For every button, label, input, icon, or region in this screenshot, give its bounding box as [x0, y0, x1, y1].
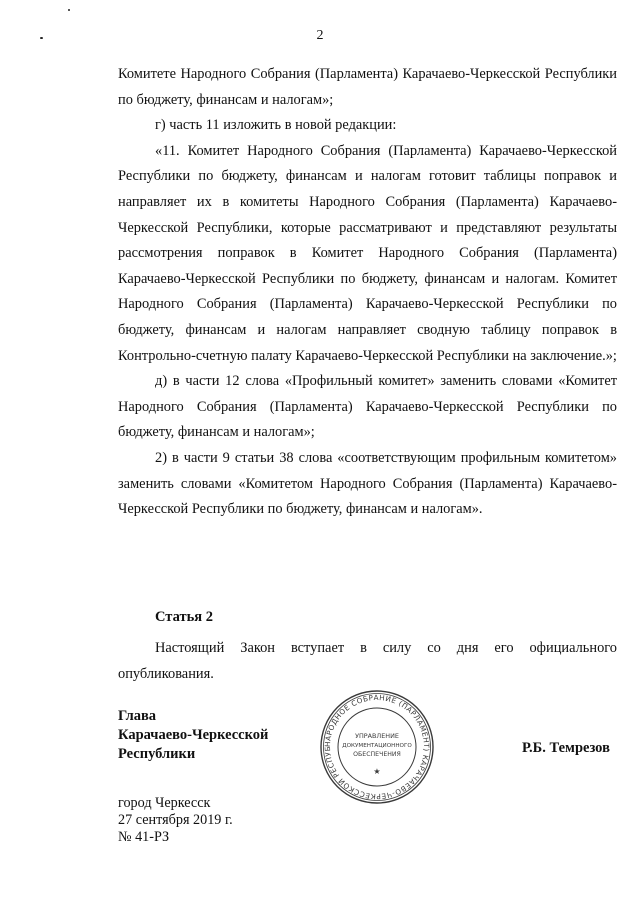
footer-city: город Черкесск [118, 795, 211, 811]
signatory-title-line: Глава [118, 708, 157, 724]
seal-center-line: ДОКУМЕНТАЦИОННОГО [342, 743, 412, 749]
document-footer [118, 795, 233, 846]
footer-date: 27 сентября 2019 г. [118, 812, 233, 828]
paragraph: г) часть 11 изложить в новой редакции: [155, 117, 397, 134]
seal-star-icon: ★ [373, 767, 381, 776]
article-title: Статья 2 [155, 609, 213, 625]
law-body-text [118, 62, 617, 523]
seal-ring-text-path: НАРОДНОЕ СОБРАНИЕ (ПАРЛАМЕНТ) КАРАЧАЕВО-ЧЕРКЕССКОЙ РЕСПУБ [322, 692, 432, 802]
seal-center-line: ОБЕСПЕЧЕНИЯ [353, 751, 401, 758]
seal-center-line: УПРАВЛЕНИЕ [355, 732, 399, 740]
paragraph: Комитете Народного Собрания (Парламента) Карачаево-Черкесской Республики по бюджету, финансам и налогам»; [118, 66, 617, 108]
paragraph: «11. Комитет Народного Собрания (Парламента) Карачаево-Черкесской Республики по бюджету, финансам и налогам готовит таблицы поправок и направляет их в комитеты Народного Собрания (Парламента) Карачаево-Черкесской Республики, которые рассматривают и представляют результаты рассмотрения поправок в Комитет Народного Собрания (Парламента) Карачаево-Черкесской Республики по бюджету, финансам и налогам. Комитет Народного Собрания (Парламента) Карачаево-Черкесской Республики по бюджету, финансам и налогам направляет сводную таблицу поправок в Контрольно-счетную палату Карачаево-Черкесской Республики на заключение.»; [118, 142, 617, 364]
official-seal [318, 688, 436, 806]
signer-name: Р.Б. Темрезов [522, 740, 610, 756]
paragraph: д) в части 12 слова «Профильный комитет» заменить словами «Комитет Народного Собрания (Парламента) Карачаево-Черкесской Республики по бюджету, финансам и налогам»; [118, 373, 617, 441]
page-number: 2 [316, 28, 324, 43]
footer-number: № 41-РЗ [118, 829, 170, 845]
paragraph: 2) в части 9 статьи 38 слова «соответствующим профильным комитетом» заменить словами «Комитетом Народного Собрания (Парламента) Карачаево-Черкесской Республики по бюджету, финансам и налогам». [118, 449, 617, 518]
scan-speck [68, 9, 70, 11]
signatory-title-line: Республики [118, 746, 196, 762]
seal-graphic [318, 688, 436, 806]
article-paragraph: Настоящий Закон вступает в силу со дня его официального опубликования. [118, 640, 617, 682]
signatory-title [118, 707, 268, 764]
article-text [118, 636, 617, 687]
signatory-title-line: Карачаево-Черкесской [118, 727, 269, 743]
